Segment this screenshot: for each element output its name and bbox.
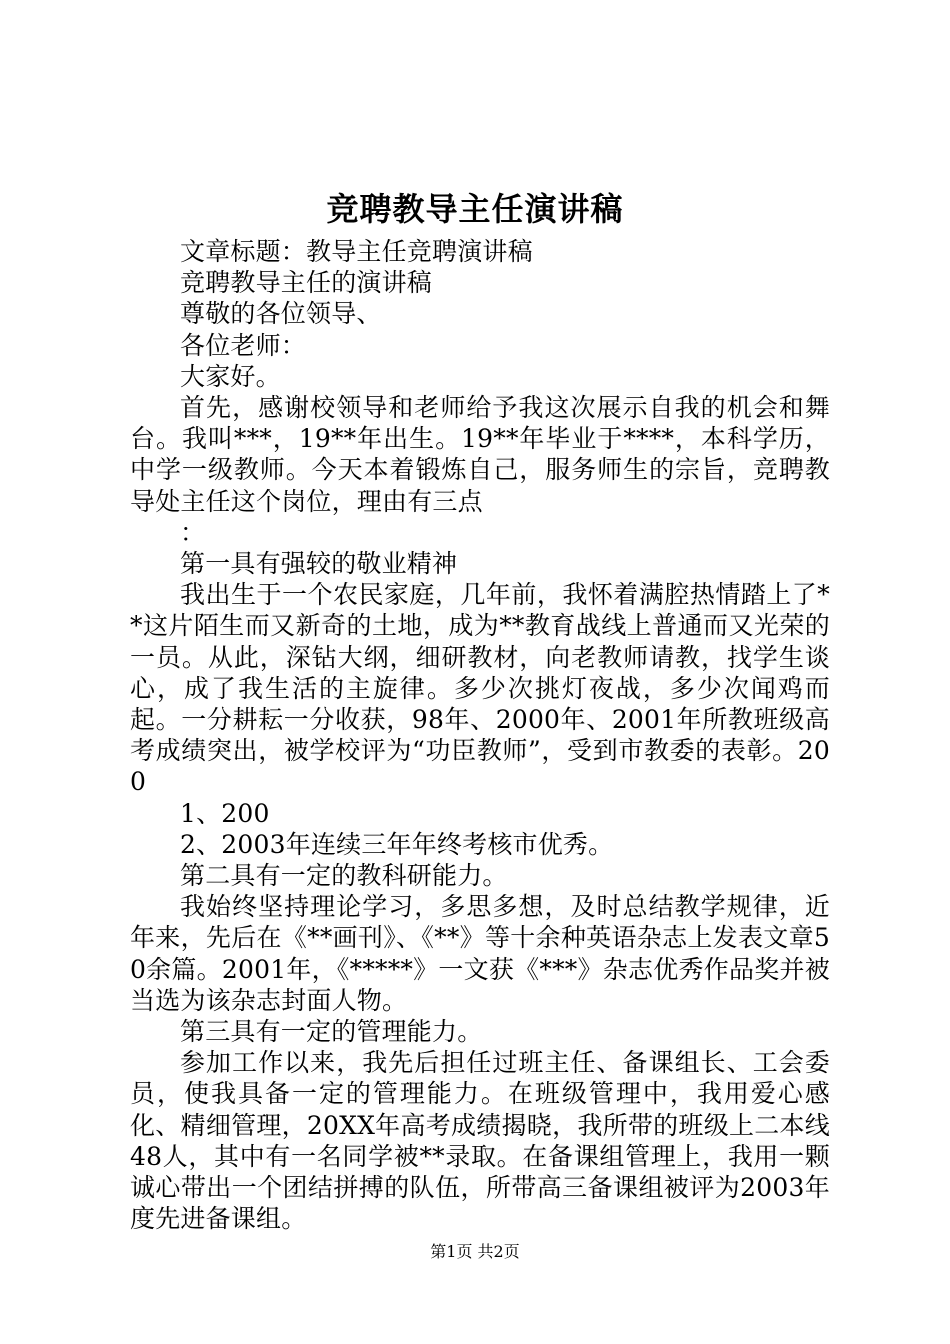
paragraph-salutation-teachers: 各位老师： (180, 330, 307, 360)
paragraph-year-fragment: 1、200 (180, 798, 270, 828)
paragraph-article-title: 文章标题：教导主任竞聘演讲稿 (180, 237, 533, 266)
paragraph-greeting: 大家好。 (180, 361, 281, 391)
paragraph-second-body: 我始终坚持理论学习，多思多想，及时总结教学规律，近年来，先后在《**画刊》、《**》等十余种英语杂志上发表文章50余篇。2001年，《*****》一文获《***》杂志优秀作品奖并被当选为该杂志封面人物。 (130, 892, 830, 1015)
paragraph-heading-second: 第二具有一定的教科研能力。 (180, 861, 508, 891)
paragraph-salutation-leaders: 尊敬的各位领导、 (180, 299, 382, 329)
paragraph-year-continued: 2、2003年连续三年年终考核市优秀。 (180, 829, 614, 859)
paragraph-colon: ： (180, 517, 206, 547)
paragraph-heading-first: 第一具有强较的敬业精神 (180, 549, 458, 579)
paragraph-first-body: 我出生于一个农民家庭，几年前，我怀着满腔热情踏上了**这片陌生而又新奇的土地，成为**教育战线上普通而又光荣的一员。从此，深钻大纲，细研教材，向老教师请教，找学生谈心，成了我生活的主旋律。多少次挑灯夜战，多少次闻鸡而起。一分耕耘一分收获，98年、2000年、2001年所教班级高考成绩突出，被学校评为“功臣教师”，受到市教委的表彰。200 (130, 580, 830, 797)
page-number-footer: 第1页 共2页 (430, 1242, 520, 1261)
paragraph-introduction: 首先，感谢校领导和老师给予我这次展示自我的机会和舞台。我叫***，19**年出生。19**年毕业于****，本科学历，中学一级教师。今天本着锻炼自己，服务师生的宗旨，竞聘教导处主任这个岗位，理由有三点 (130, 393, 830, 516)
document-body (130, 236, 830, 1235)
document-title: 竞聘教导主任演讲稿 (326, 190, 624, 228)
paragraph-third-body: 参加工作以来，我先后担任过班主任、备课组长、工会委员，使我具备一定的管理能力。在班级管理中，我用爱心感化、精细管理，20XX年高考成绩揭晓，我所带的班级上二本线48人，其中有一名同学被**录取。在备课组管理上，我用一颗诚心带出一个团结拼搏的队伍，所带高三备课组被评为2003年度先进备课组。 (130, 1048, 830, 1234)
paragraph-heading-third: 第三具有一定的管理能力。 (180, 1017, 483, 1047)
paragraph-speech-title: 竞聘教导主任的演讲稿 (180, 268, 433, 298)
